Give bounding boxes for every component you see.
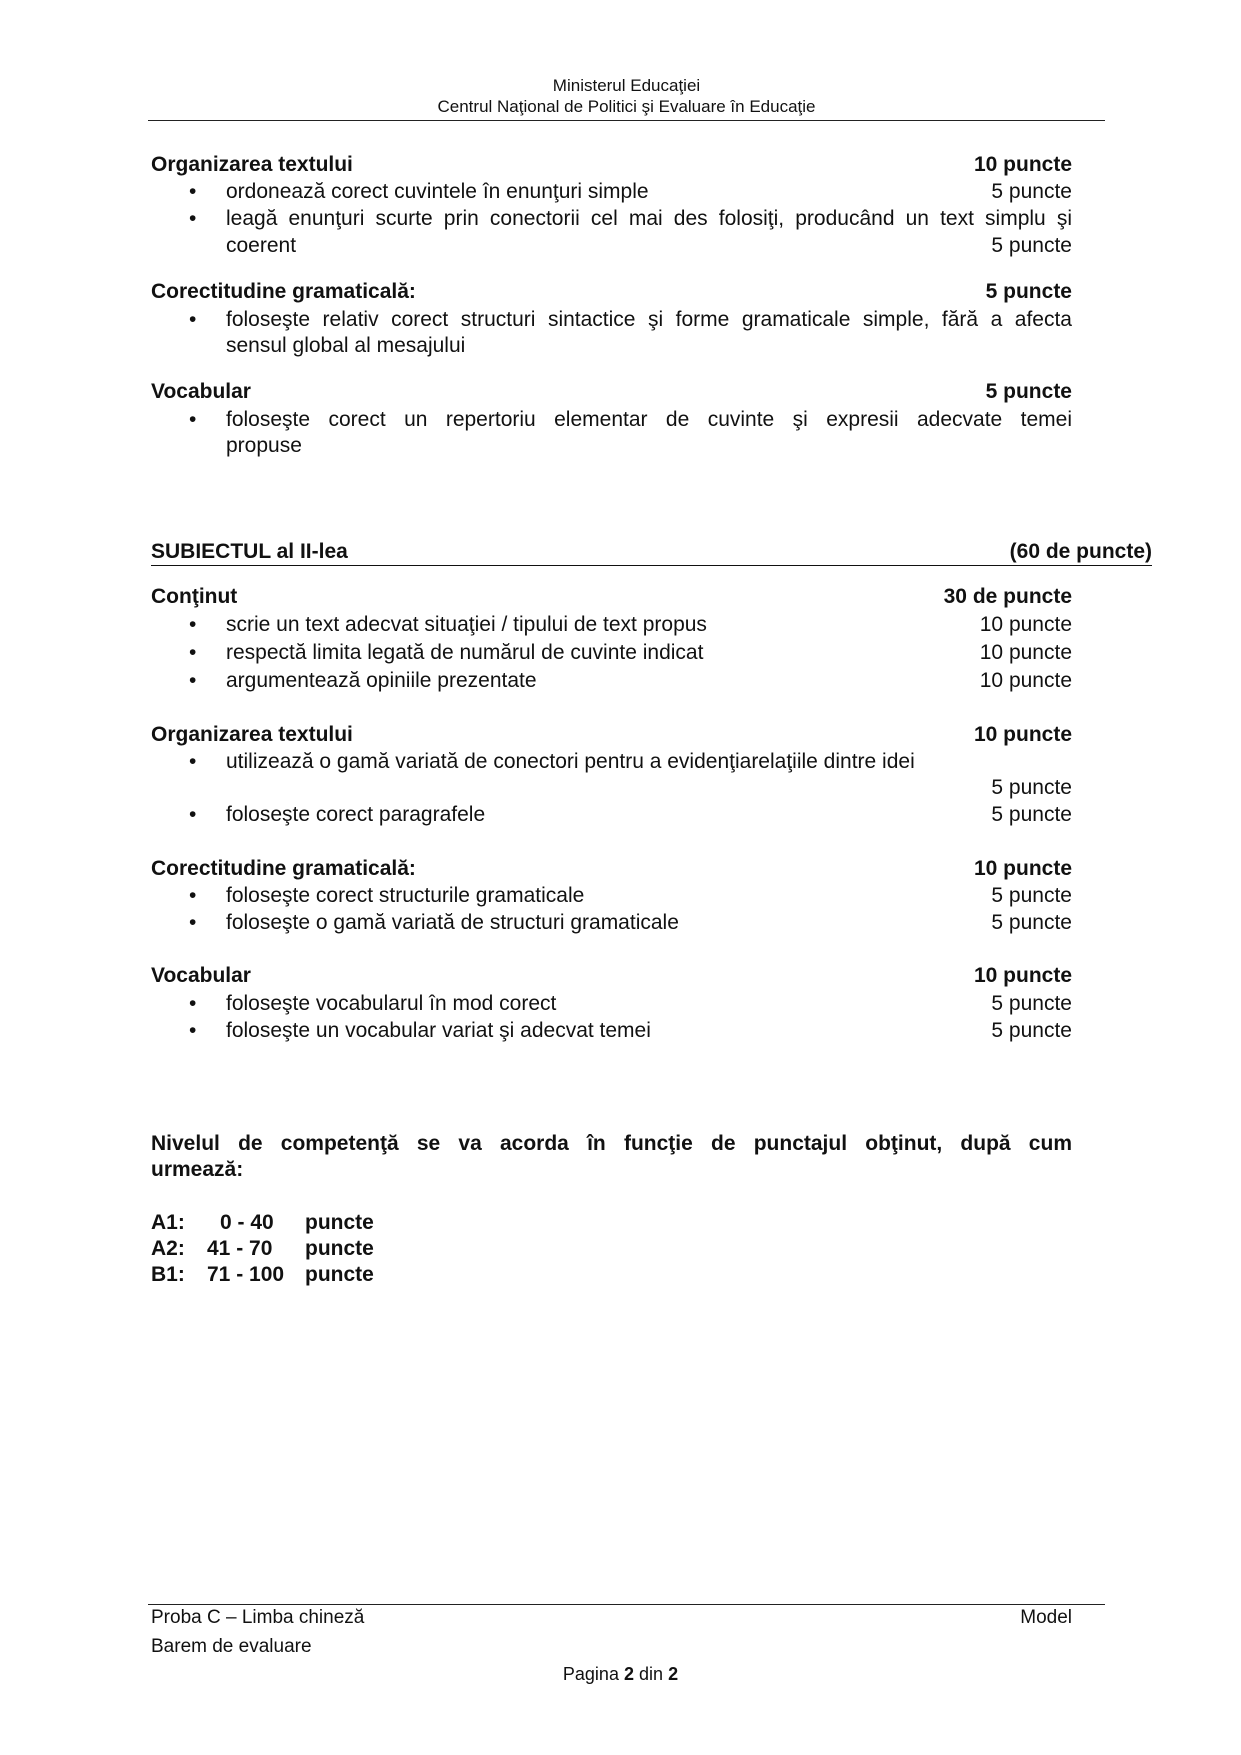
s1-corectitudine-heading: Corectitudine gramaticală: 5 puncte: [151, 280, 1072, 303]
subject-2-points: (60 de puncte): [1009, 540, 1152, 563]
footer-exam-name: Proba C – Limba chineză: [151, 1607, 365, 1628]
bullet-icon: •: [189, 207, 197, 230]
s1-organizare-points: 10 puncte: [973, 153, 1072, 176]
subject-2-heading: SUBIECTUL al II-lea (60 de puncte): [151, 539, 1152, 566]
s2-continut-heading: Conţinut 30 de puncte: [151, 585, 1072, 608]
bullet-icon: •: [189, 911, 197, 934]
s2-corectitudine-points: 10 puncte: [973, 857, 1072, 880]
header-ministry: Ministerul Educaţiei: [552, 76, 701, 95]
s2-organizare-heading: Organizarea textului 10 puncte: [151, 723, 1072, 746]
level-row-b1: B1: 71 - 100 puncte: [151, 1263, 374, 1286]
bullet-icon: •: [189, 408, 197, 431]
level-row-a1: A1: 0 - 40 puncte: [151, 1211, 374, 1234]
s2-vocabular-points: 10 puncte: [973, 964, 1072, 987]
bullet-icon: •: [189, 669, 197, 692]
document-page: Ministerul Educaţiei Centrul Naţional de Politici şi Evaluare în Educaţie Organizarea textului 10 puncte • ordonează corect cuvintele în enunţuri simple 5 puncte • leagă enunţuri scurte prin conectorii cel mai des folosiţi, producând un text simplu şi coerent 5 puncte Corectitudine gramaticală: 5 puncte • foloseşte relativ corect structuri sintactice şi forme gramaticale simple, fără a afecta sensul global al mesajului Vocabular 5 puncte • foloseşte corect un repertoriu elementar de cuvinte şi expresii adecvate temei propuse SUBIECTUL al II-lea (60 de puncte) Conţinut 30 de puncte • scrie un text adecvat situaţiei / tipului de text propus 10 puncte • respectă limita legată de numărul de cuvinte indicat 10 puncte • argumentează opiniile prezentate 10 puncte Organizarea textului 10 puncte • utilizează o gamă variată de conectori pentru a evidenţiarelaţiile dintre idei 5 puncte • foloseşte corect paragrafele 5 puncte Corectitudine gramaticală: 10 puncte • foloseşte corect structurile gramaticale 5 puncte • foloseşte o gamă variată de structuri gramaticale 5 puncte Vocabular 10 puncte • foloseşte vocabularul în mod corect 5 puncte • foloseşte un vocabular variat şi adecvat temei 5 puncte Nivelul de competenţă se va acorda în funcţie de punctajul obţinut, după cum urmează: A1: 0 - 40 puncte A2: 41 - 70 puncte B1: 71 - 100 puncte Proba C – Limba chineză Barem de evaluare Model Pagina 2 din 2: [0, 0, 1241, 1755]
header-divider: [148, 120, 1105, 121]
footer-divider: [148, 1604, 1105, 1605]
bullet-icon: •: [189, 613, 197, 636]
bullet-icon: •: [189, 1019, 197, 1042]
competence-statement-cont: urmează:: [151, 1158, 244, 1181]
s2-corectitudine-heading: Corectitudine gramaticală: 10 puncte: [151, 857, 1072, 880]
bullet-icon: •: [189, 641, 197, 664]
bullet-icon: •: [189, 803, 197, 826]
footer-model-label: Model: [1020, 1607, 1072, 1628]
s1-organizare-heading: Organizarea textului 10 puncte: [151, 153, 1072, 176]
page-number: Pagina 2 din 2: [562, 1664, 679, 1684]
bullet-icon: •: [189, 180, 197, 203]
s1-vocabular-heading: Vocabular 5 puncte: [151, 380, 1072, 403]
level-row-a2: A2: 41 - 70 puncte: [151, 1237, 374, 1260]
bullet-icon: •: [189, 750, 197, 773]
header-center: Centrul Naţional de Politici şi Evaluare în Educaţie: [437, 97, 816, 116]
bullet-icon: •: [189, 992, 197, 1015]
s2-organizare-points: 10 puncte: [973, 723, 1072, 746]
s2-continut-points: 30 de puncte: [943, 585, 1072, 608]
bullet-icon: •: [189, 308, 197, 331]
bullet-icon: •: [189, 884, 197, 907]
s2-vocabular-heading: Vocabular 10 puncte: [151, 964, 1072, 987]
footer-doc-type: Barem de evaluare: [151, 1636, 312, 1657]
s1-corectitudine-points: 5 puncte: [985, 280, 1072, 303]
s1-vocabular-points: 5 puncte: [985, 380, 1072, 403]
competence-statement: Nivelul de competenţă se va acorda în funcţie de punctajul obţinut, după cum: [151, 1132, 1072, 1155]
